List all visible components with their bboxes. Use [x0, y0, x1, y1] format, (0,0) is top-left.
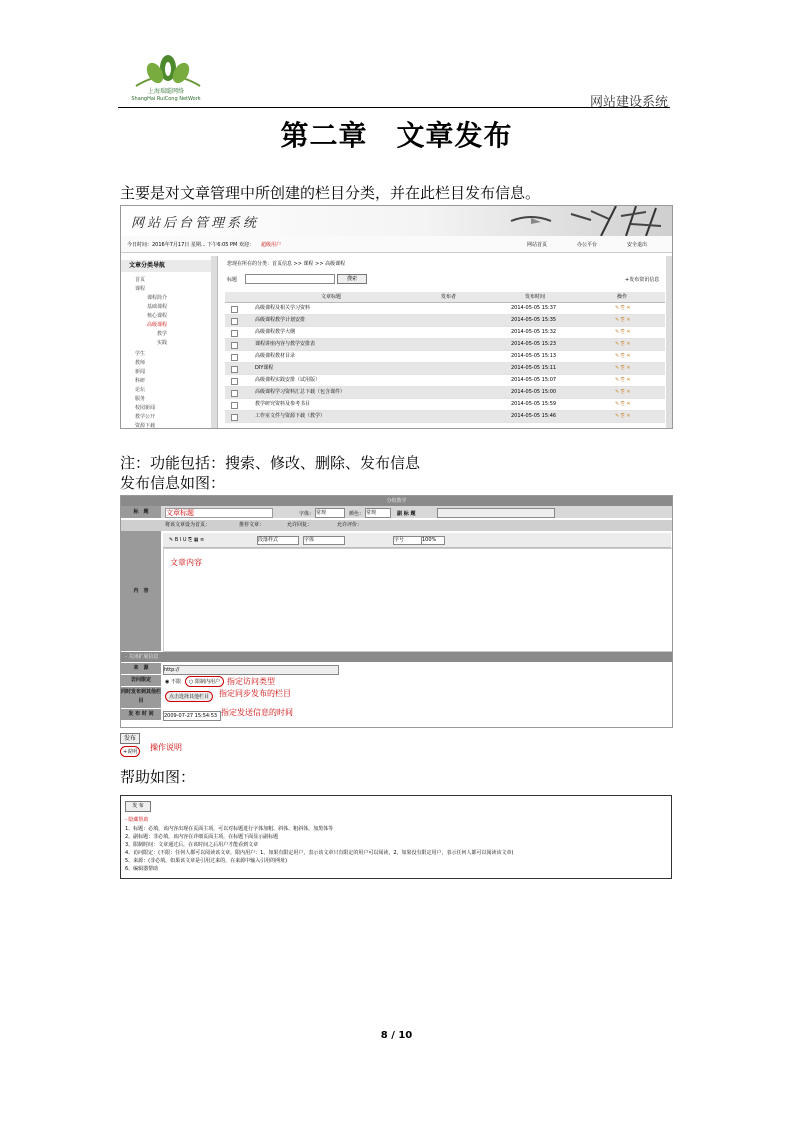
row-date: 2014-05-05 15:59	[511, 401, 557, 407]
row-date: 2014-05-05 15:35	[511, 317, 557, 323]
row-actions[interactable]: ✎ ⎘ ✕	[615, 305, 631, 311]
tree-item[interactable]: 教学公开	[135, 414, 156, 420]
title-input[interactable]	[165, 508, 273, 518]
sidebar-scrollbar[interactable]	[211, 256, 217, 428]
font-size-select[interactable]: 字号	[393, 536, 435, 545]
paragraph-style-select[interactable]: 段落样式	[257, 536, 299, 545]
color-select[interactable]: 常规	[365, 508, 391, 518]
admin-title: 网站后台管理系统	[131, 216, 260, 231]
sync-label: 同时发布到其他栏目	[121, 687, 161, 708]
column-title: 文章标题	[321, 294, 342, 300]
admin-status-bar	[121, 236, 672, 253]
publish-button[interactable]: 发布	[120, 733, 140, 744]
source-input[interactable]	[163, 665, 339, 675]
tree-item[interactable]: 论坛	[135, 387, 146, 393]
access-radio-member[interactable]: ○ 限制内用户	[185, 676, 224, 687]
breadcrumb: 您现在所在的分类：首页信息 >> 课程 >> 高级课程	[227, 261, 346, 267]
page-number: 8 / 10	[380, 1030, 413, 1041]
search-label: 标题	[227, 277, 238, 283]
tree-item[interactable]: 课程	[135, 286, 146, 292]
editor-toolbar	[163, 533, 671, 548]
table-row[interactable]	[225, 387, 665, 399]
row-actions[interactable]: ✎ ⎘ ✕	[615, 341, 631, 347]
sync-select-button[interactable]: 点击选择其他栏目	[165, 691, 213, 702]
subtitle-input[interactable]	[437, 508, 555, 518]
sync-annotation: 指定同步发布的栏目	[219, 689, 291, 698]
row-date: 2014-05-05 15:00	[511, 389, 557, 395]
source-label: 来 源	[121, 663, 161, 674]
search-input[interactable]	[245, 274, 335, 284]
tree-item[interactable]: 课程简介	[147, 295, 168, 301]
row-title[interactable]: 教学研究资料及参考书目	[255, 401, 311, 407]
table-row[interactable]	[225, 363, 665, 375]
tree-item[interactable]: 首页	[135, 277, 146, 283]
row-date: 2014-05-05 15:11	[511, 365, 557, 371]
publish-form-screenshot	[120, 495, 673, 728]
table-row[interactable]	[225, 399, 665, 411]
help-line: 3、限制时间：文章通过后，在该时间之后用户才能看到文章	[125, 842, 259, 848]
row-actions[interactable]: ✎ ⎘ ✕	[615, 401, 631, 407]
content-label: 内 容	[121, 531, 161, 651]
table-header	[225, 292, 665, 303]
ext-toggle-label: - 关闭扩展信息	[125, 654, 159, 660]
access-radio-any[interactable]: ◉ 不限	[165, 679, 181, 685]
category-sidebar	[121, 256, 218, 428]
row-checkbox[interactable]	[231, 306, 238, 313]
top-link-logout[interactable]: 安全退出	[627, 242, 648, 248]
table-row[interactable]	[225, 351, 665, 363]
tree-item[interactable]: 实践	[157, 340, 168, 346]
article-table	[225, 303, 665, 428]
row-checkbox[interactable]	[231, 414, 238, 421]
row-checkbox[interactable]	[231, 354, 238, 361]
tree-item[interactable]: 学生	[135, 351, 146, 357]
row-title[interactable]: 工作室文件与资源下载（教学）	[255, 413, 326, 419]
tree-item[interactable]: 教师	[135, 360, 146, 366]
system-name: 网站建设系统	[590, 95, 669, 110]
color-label: 颜色：	[349, 511, 365, 517]
row-actions[interactable]: ✎ ⎘ ✕	[615, 353, 631, 359]
font-select[interactable]: 常规	[315, 508, 345, 518]
row-date: 2014-05-05 15:13	[511, 353, 557, 359]
row-date: 2014-05-05 15:32	[511, 329, 557, 335]
row-title[interactable]: DIY课程	[255, 365, 274, 371]
option-allow-review[interactable]: 允许评价：	[337, 522, 363, 528]
main-scrollbar[interactable]	[666, 256, 672, 428]
time-label: 发 布 时 间	[121, 709, 161, 720]
font-label: 字体：	[299, 511, 315, 517]
row-title[interactable]: 高级课程学习资料汇总下载（包含课件）	[255, 389, 346, 395]
row-checkbox[interactable]	[231, 366, 238, 373]
help-line: 2、副标题：非必填，该内容在详细页面主项，在标题下面显示副标题	[125, 834, 279, 840]
row-date: 2014-05-05 15:46	[511, 413, 557, 419]
row-title[interactable]: 高级课程教学大纲	[255, 329, 296, 335]
note-text: 注：功能包括：搜索、修改、删除、发布信息	[120, 454, 421, 472]
ext-toggle[interactable]	[121, 652, 672, 662]
hide-help-link[interactable]: - 隐藏帮助	[125, 817, 149, 823]
help-line: 1、标题：必填，该内容出现在页面主项，可以对标题进行字体加粗、斜体、粗斜体，加黑体等	[125, 826, 334, 832]
table-row[interactable]	[225, 327, 665, 339]
help-line: 4、访问限定：(不限：任何人都可以阅读该文章，限内用户：1、如果有限定用户，表示该文章只有限定的用户可以阅读，2、如果没有限定用户，表示任何人都可以阅读该文章)	[125, 850, 514, 856]
tree-item[interactable]: 服务	[135, 396, 146, 402]
row-checkbox[interactable]	[231, 390, 238, 397]
row-checkbox[interactable]	[231, 342, 238, 349]
tree-item[interactable]: 科研	[135, 378, 146, 384]
table-row[interactable]	[225, 375, 665, 387]
tree-item[interactable]: 基础课程	[147, 304, 168, 310]
option-recommend[interactable]: 推荐文章：	[239, 522, 265, 528]
options-row	[121, 520, 672, 531]
source-value: http://	[164, 667, 180, 673]
title-label: 标 题	[121, 506, 161, 518]
row-actions[interactable]: ✎ ⎘ ✕	[615, 413, 631, 419]
tree-item[interactable]: 新闻	[135, 369, 146, 375]
tree-item-selected[interactable]: 高级课程	[147, 322, 168, 328]
help-line: 5、来源：(非必填，如果该文章是引用过来的，在来源中输入引用的网址)	[125, 858, 288, 864]
column-date: 发布时间	[525, 294, 546, 300]
bamboo-painting	[451, 206, 672, 236]
add-article-link[interactable]: +发布资讯信息	[625, 277, 660, 283]
intro-paragraph: 主要是对文章管理中所创建的栏目分类，并在此栏目发布信息。	[120, 184, 541, 202]
top-link-home[interactable]: 网站首页	[527, 242, 548, 248]
row-checkbox[interactable]	[231, 318, 238, 325]
row-actions[interactable]: ✎ ⎘ ✕	[615, 365, 631, 371]
row-checkbox[interactable]	[231, 330, 238, 337]
zoom-select[interactable]: 100%	[421, 536, 445, 545]
access-label: 访问限定	[121, 675, 161, 686]
access-option-member: 限制内用户	[194, 679, 220, 685]
access-option-any: 不限	[170, 679, 181, 685]
row-date: 2014-05-05 15:23	[511, 341, 557, 347]
help-annotation: 操作说明	[150, 743, 182, 752]
logo-text-cn: 上海瑞聪网络	[147, 88, 184, 95]
subtitle-label: 副 标 题	[397, 511, 416, 517]
font-family-select[interactable]: 字体	[303, 536, 345, 545]
row-actions[interactable]: ✎ ⎘ ✕	[615, 377, 631, 383]
chapter-title: 第二章 文章发布	[280, 119, 513, 152]
row-title[interactable]: 课程讲座内容与教学安排表	[255, 341, 316, 347]
access-annotation: 指定访问类型	[227, 677, 275, 686]
row-date: 2014-05-05 15:37	[511, 305, 557, 311]
row-actions[interactable]: ✎ ⎘ ✕	[615, 317, 631, 323]
table-row[interactable]	[225, 339, 665, 351]
content-placeholder: 文章内容	[170, 558, 202, 567]
time-annotation: 指定发送信息的时间	[221, 708, 293, 717]
row-title[interactable]: 高级课程教学计划安排	[255, 317, 306, 323]
table-row[interactable]	[225, 315, 665, 327]
table-row[interactable]	[225, 303, 665, 315]
admin-list-screenshot	[120, 205, 673, 429]
row-title[interactable]: 高级课程及相关学习资料	[255, 305, 311, 311]
publish-caption: 发布信息如图：	[120, 474, 226, 492]
help-line: 6、编辑器帮助	[125, 866, 159, 872]
content-editor[interactable]	[163, 548, 673, 652]
help-publish-button[interactable]: 发 布	[125, 801, 151, 812]
option-allow-reply[interactable]: 允许回复：	[287, 522, 313, 528]
editor-format-icons[interactable]: ✎ B I U ⎘ ▦ ≡	[169, 537, 205, 543]
row-actions[interactable]: ✎ ⎘ ✕	[615, 389, 631, 395]
tree-item[interactable]: 校园新闻	[135, 405, 156, 411]
user-name: 超级用户	[261, 242, 282, 248]
column-actions: 操作	[617, 294, 628, 300]
tree-item[interactable]: 教学	[157, 331, 168, 337]
row-date: 2014-05-05 15:07	[511, 377, 557, 383]
help-toggle-link[interactable]: +说明	[120, 746, 140, 757]
welcome-text: 今日时间：2016年7月17日 星期... 下午6:05 PM 欢迎：	[127, 242, 254, 248]
row-actions[interactable]: ✎ ⎘ ✕	[615, 329, 631, 335]
help-caption: 帮助如图：	[120, 768, 196, 786]
help-panel-screenshot	[120, 795, 672, 879]
tree-item[interactable]: 资源下载	[135, 423, 156, 429]
logo-text-en: ShangHai RuiCong NetWork	[131, 96, 201, 102]
row-checkbox[interactable]	[231, 378, 238, 385]
row-checkbox[interactable]	[231, 402, 238, 409]
table-row[interactable]	[225, 411, 665, 423]
form-header: 分组教学	[121, 496, 672, 506]
publish-time-input[interactable]: 2009-07-27 15:54:53	[163, 711, 221, 721]
column-author: 发布者	[441, 294, 457, 300]
tree-item[interactable]: 核心课程	[147, 313, 168, 319]
row-title[interactable]: 高级课程教材目录	[255, 353, 296, 359]
top-link-office[interactable]: 办公平台	[577, 242, 598, 248]
header-divider	[118, 107, 670, 108]
sidebar-title: 文章分类导航	[121, 260, 217, 272]
search-button[interactable]: 搜索	[337, 274, 367, 284]
row-title[interactable]: 高级课程实践安排（试用版）	[255, 377, 321, 383]
title-placeholder: 文章标题	[166, 509, 194, 517]
option-homepage[interactable]: 将该文章设为首页：	[165, 522, 211, 528]
